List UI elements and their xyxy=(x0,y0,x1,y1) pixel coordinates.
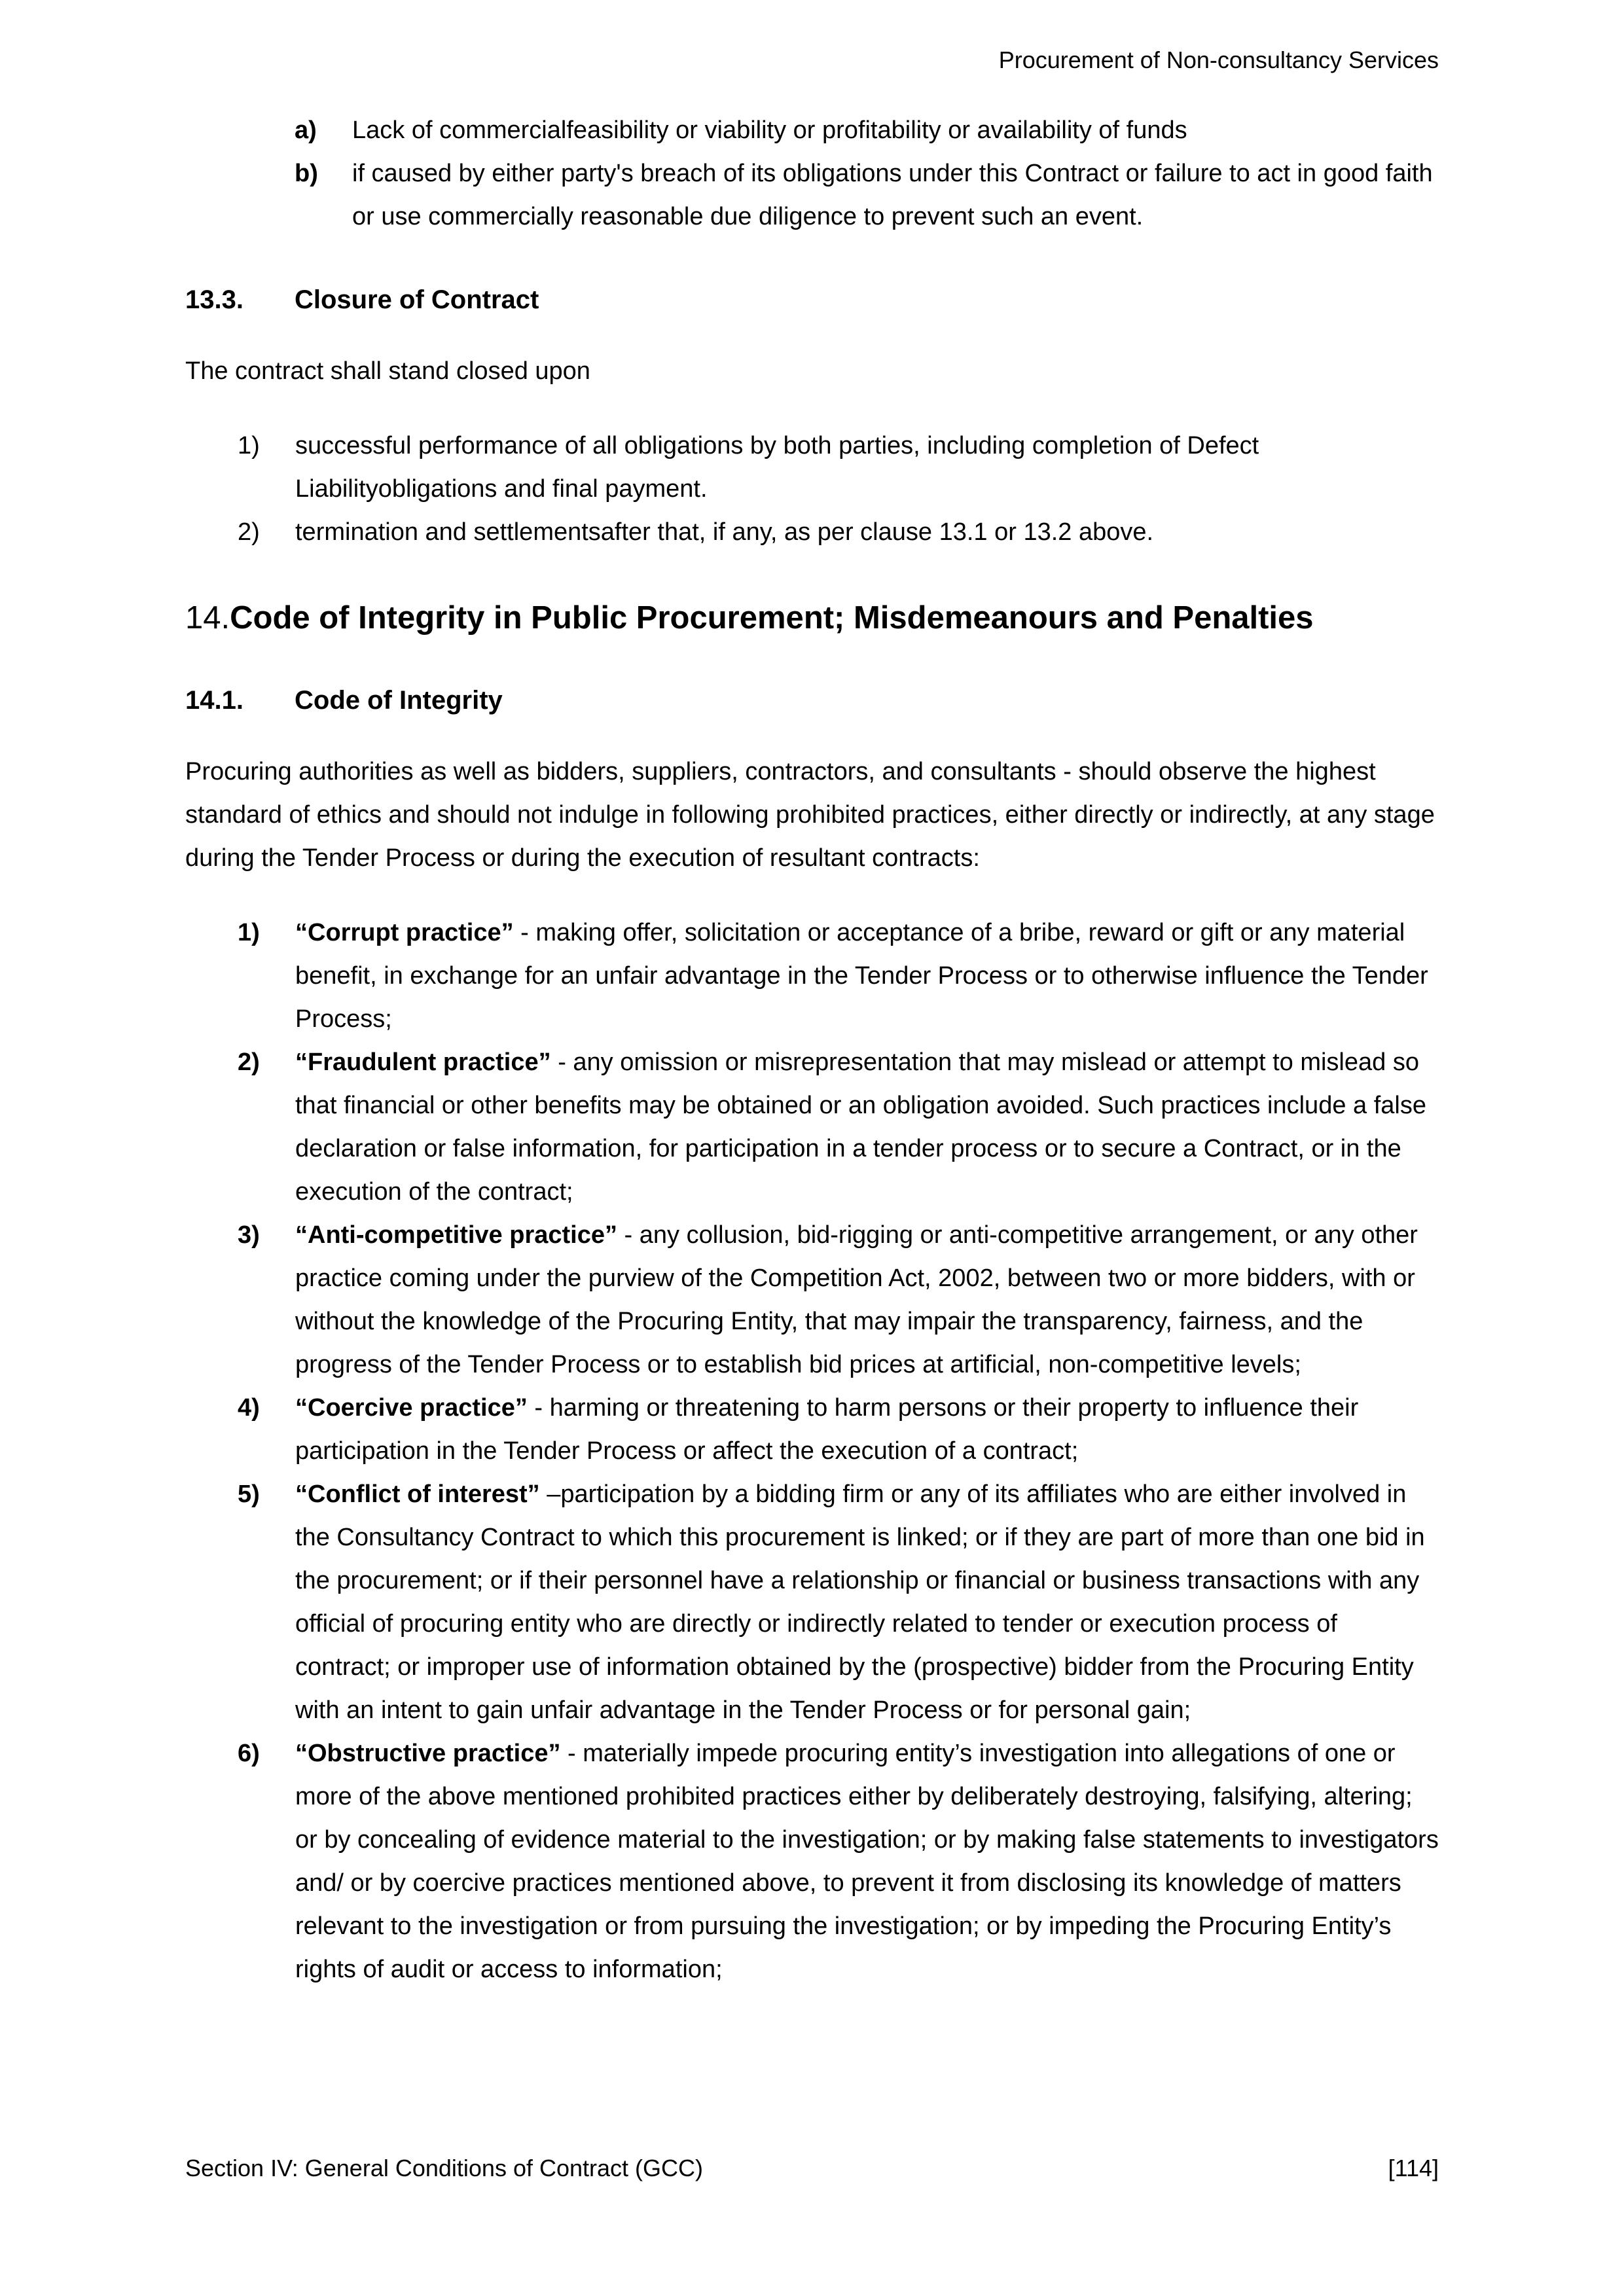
list-item xyxy=(238,1473,1439,1732)
list-item-text xyxy=(295,1213,1439,1386)
defined-term: “Corrupt practice” xyxy=(295,919,514,946)
definition-text: - any omission or misrepresentation that may mislead or attempt to mislead so that financial or other benefits may be obtained or an obligation avoided. Such practices include a false declaration or false information, for participation in a tender process or to secure a Contract, or in the execution of the contract; xyxy=(295,1049,1426,1206)
list-marker: 5) xyxy=(238,1480,260,1508)
closure-conditions-list xyxy=(185,424,1439,554)
list-item-text xyxy=(295,1041,1439,1213)
list-item xyxy=(295,109,1439,152)
defined-term: “Fraudulent practice” xyxy=(295,1049,551,1076)
list-item-text: if caused by either party's breach of its obligations under this Contract or failure to act in good faith or use commercially reasonable due diligence to prevent such an event. xyxy=(352,160,1433,230)
prohibited-practices-list xyxy=(185,911,1439,1991)
list-item-text xyxy=(295,1732,1439,1991)
footer-page-number: [114] xyxy=(1388,2155,1439,2181)
list-item-text: termination and settlementsafter that, if any, as per clause 13.1 or 13.2 above. xyxy=(295,518,1154,546)
definition-text: - making offer, solicitation or acceptance of a bribe, reward or gift or any material benefit, in exchange for an unfair advantage in the Tender Process or to otherwise influence the Tender Process; xyxy=(295,919,1428,1033)
list-marker: b) xyxy=(295,160,318,187)
definition-text: - materially impede procuring entity’s investigation into allegations of one or more of the above mentioned prohibited practices either by deliberately destroying, falsifying, altering; or by concealing of evidence material to the investigation; or by making false statements to investigators and/ or by coercive practices mentioned above, to prevent it from disclosing its knowledge of matters relevant to the investigation or from pursuing the investigation; or by impeding the Procuring Entity’s rights of audit or access to information; xyxy=(295,1740,1439,1983)
defined-term: “Conflict of interest” xyxy=(295,1480,540,1508)
list-item xyxy=(238,1386,1439,1473)
list-item-text xyxy=(295,1473,1439,1732)
lettered-list xyxy=(185,109,1439,238)
header-title: Procurement of Non-consultancy Services xyxy=(998,46,1439,73)
section-13-3-intro: The contract shall stand closed upon xyxy=(185,357,590,385)
section-14-1-number: 14.1. xyxy=(185,686,244,715)
list-item xyxy=(295,152,1439,238)
list-marker: 3) xyxy=(238,1221,260,1249)
section-14-1-intro: Procuring authorities as well as bidders, suppliers, contractors, and consultants - should observe the highest standard of ethics and should not indulge in following prohibited practices, either directly or indirectly, at any stage during the Tender Process or during the execution of resultant contracts: xyxy=(185,758,1435,872)
section-14-1-heading xyxy=(185,683,1439,717)
list-item xyxy=(238,1213,1439,1386)
section-14-number: 14. xyxy=(185,600,230,636)
section-14-heading xyxy=(185,597,1439,639)
list-marker: 4) xyxy=(238,1394,260,1422)
list-item-text: Lack of commercialfeasibility or viability or profitability or availability of funds xyxy=(352,117,1187,144)
page-content xyxy=(185,109,1439,1991)
section-13-3-number: 13.3. xyxy=(185,285,244,314)
footer-section-label: Section IV: General Conditions of Contract (GCC) xyxy=(185,2155,703,2181)
defined-term: “Obstructive practice” xyxy=(295,1740,561,1767)
list-marker: 2) xyxy=(238,518,260,546)
list-item xyxy=(238,911,1439,1041)
defined-term: “Anti-competitive practice” xyxy=(295,1221,617,1249)
list-item xyxy=(238,1041,1439,1213)
list-marker: a) xyxy=(295,117,317,144)
section-14-title: Code of Integrity in Public Procurement; Misdemeanours and Penalties xyxy=(230,600,1314,636)
section-13-3-title: Closure of Contract xyxy=(295,285,539,314)
list-item xyxy=(238,424,1439,511)
list-item-text xyxy=(295,1386,1439,1473)
section-14-1-title: Code of Integrity xyxy=(295,686,503,715)
list-item xyxy=(238,1732,1439,1991)
definition-text: –participation by a bidding firm or any of its affiliates who are either involved in the Consultancy Contract to which this procurement is linked; or if they are part of more than one bid in the procurement; or if their personnel have a relationship or financial or business transactions with any official of procuring entity who are directly or indirectly related to tender or execution process of contract; or improper use of information obtained by the (prospective) bidder from the Procuring Entity with an intent to gain unfair advantage in the Tender Process or for personal gain; xyxy=(295,1480,1425,1724)
list-item-text: successful performance of all obligations by both parties, including completion of Defect Liabilityobligations and final payment. xyxy=(295,432,1259,503)
section-13-3-heading xyxy=(185,283,1439,317)
list-item-text xyxy=(295,911,1439,1041)
defined-term: “Coercive practice” xyxy=(295,1394,528,1422)
list-item xyxy=(238,511,1439,554)
list-marker: 6) xyxy=(238,1740,260,1767)
page-footer xyxy=(185,2153,1439,2183)
list-marker: 2) xyxy=(238,1049,260,1076)
definition-text: - harming or threatening to harm persons or their property to influence their participation in the Tender Process or affect the execution of a contract; xyxy=(295,1394,1359,1465)
list-marker: 1) xyxy=(238,919,260,946)
page-header xyxy=(185,46,1439,75)
list-marker: 1) xyxy=(238,432,260,459)
definition-text: - any collusion, bid-rigging or anti-competitive arrangement, or any other practice coming under the purview of the Competition Act, 2002, between two or more bidders, with or without the knowledge of the Procuring Entity, that may impair the transparency, fairness, and the progress of the Tender Process or to establish bid prices at artificial, non-competitive levels; xyxy=(295,1221,1418,1378)
